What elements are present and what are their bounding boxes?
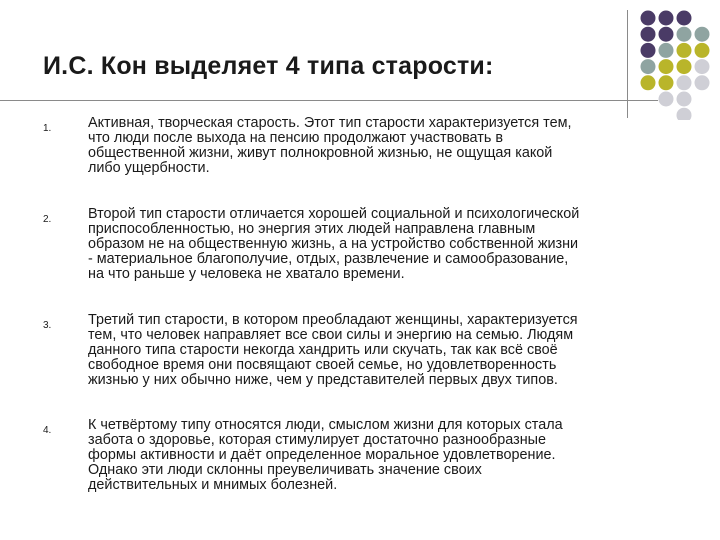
text-line: забота о здоровье, которая стимулирует достаточно разнообразные (88, 432, 547, 448)
text-line: Третий тип старости, в котором преобладают женщины, характеризуется (88, 312, 578, 328)
text-line: что люди после выхода на пенсию продолжают участвовать в (88, 130, 503, 146)
item-number: 4. (43, 425, 52, 436)
text-line: общественной жизни, живут полнокровной жизнью, не ощущая какой (88, 145, 553, 161)
item-text (88, 418, 688, 493)
item-text (88, 207, 688, 282)
text-line: Второй тип старости отличается хорошей социальной и психологической (88, 206, 580, 222)
item-number: 3. (43, 320, 52, 331)
item-number: 2. (43, 214, 52, 225)
text-line: приспособленностью, но энергия этих людей направлена главным (88, 221, 536, 237)
text-line: К четвёртому типу относятся люди, смыслом жизни для которых стала (88, 417, 563, 433)
text-line: действительных и мнимых болезней. (88, 477, 338, 493)
slide-title: И.С. Кон выделяет 4 типа старости: (43, 52, 494, 80)
text-line: жизнью у них обычно ниже, чем у представителей первых двух типов. (88, 372, 558, 388)
item-text (88, 313, 688, 388)
item-number: 1. (43, 123, 52, 134)
text-line: формы активности и даёт определенное моральное удовлетворение. (88, 447, 556, 463)
text-line: данного типа старости некогда хандрить или скучать, так как всё своё (88, 342, 558, 358)
text-line: либо ущербности. (88, 160, 210, 176)
text-line: образом не на общественную жизнь, а на устройство собственной жизни (88, 236, 579, 252)
text-line: свободное время они посвящают своей семье, но удовлетворенность (88, 357, 557, 373)
text-line: тем, что человек направляет все свои силы и энергию на семью. Людям (88, 327, 574, 343)
item-text (88, 116, 688, 176)
text-line: на что раньше у человека не хватало времени. (88, 266, 405, 282)
text-line: Однако эти люди склонны преувеличивать значение своих (88, 462, 482, 478)
text-line: - материальное благополучие, отдых, развлечение и самообразование, (88, 251, 569, 267)
text-line: Активная, творческая старость. Этот тип старости характеризуется тем, (88, 115, 572, 131)
